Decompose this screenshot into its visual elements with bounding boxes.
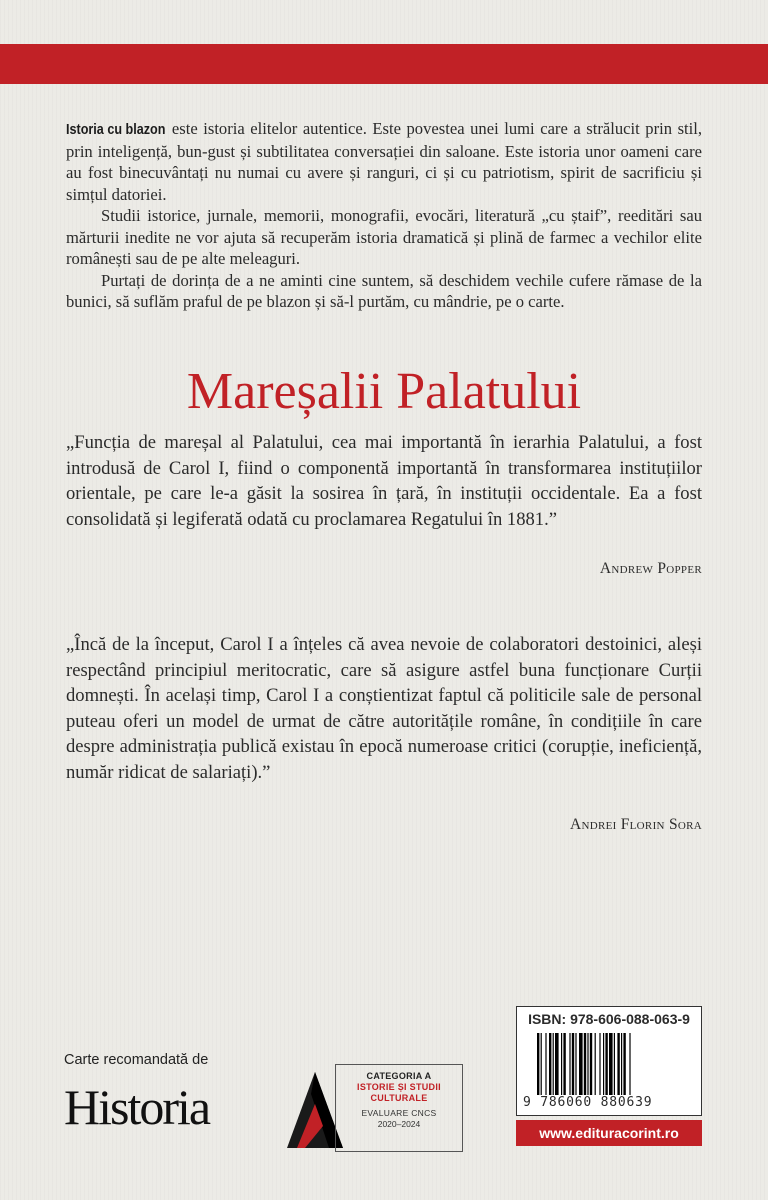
- barcode-digits: 9 786060 880639: [523, 1095, 653, 1110]
- quote-popper: „Funcția de mareșal al Palatului, cea mai importantă în ierarhia Palatului, a fost introdusă de Carol I, fiind o componentă importantă în transformarea instituțiilor orientale, pe care le-a găsit la sosirea în țară, în instituții occidentale. Ea a fost consolidată și legiferată odată cu proclamarea Regatului în 1881.”: [66, 432, 702, 530]
- description-paragraph-1-text: este istoria elitelor autentice. Este povestea unei lumi care a strălucit prin stil, prin inteligență, bun-gust și subtilitatea conversației din saloane. Este istoria unor oameni care au fost binecuvântați nu numai cu avere și ranguri, ci și cu patriotism, spirit de sacrificiu și simțul datoriei.: [66, 119, 702, 204]
- publisher-website: www.edituracorint.ro: [516, 1120, 702, 1146]
- historia-logo: Historia: [64, 1079, 210, 1135]
- cncs-domain-line-1: ISTORIE ȘI STUDII: [357, 1082, 441, 1092]
- series-description: [66, 118, 702, 313]
- top-red-band: [0, 44, 768, 84]
- cncs-years: 2020–2024: [377, 1119, 421, 1129]
- isbn-label: ISBN: 978-606-088-063-9: [528, 1011, 690, 1027]
- recommendation-label: Carte recomandată de: [64, 1052, 209, 1068]
- quote-author-popper: Andrew Popper: [599, 560, 702, 577]
- cncs-category: CATEGORIA A: [366, 1071, 432, 1081]
- book-title: Mareșalii Palatului: [186, 363, 582, 420]
- quote-author-sora: Andrei Florin Sora: [569, 816, 702, 833]
- description-paragraph-1: [66, 118, 702, 205]
- isbn-barcode-box: [516, 1006, 702, 1116]
- cncs-domain-line-2: CULTURALE: [370, 1093, 428, 1103]
- series-name: Istoria cu blazon: [66, 121, 166, 138]
- description-paragraph-3: Purtați de dorința de a ne aminti cine suntem, să deschidem vechile cufere rămase de la bunici, să suflăm praful de pe blazon și să-l purtăm, cu mândrie, pe o carte.: [66, 270, 702, 311]
- quote-sora: „Încă de la început, Carol I a înțeles că avea nevoie de colaboratori destoinici, aleși respectând principiul meritocratic, care să asigure astfel buna funcționare Curții domnești. În același timp, Carol I a conștientizat faptul că politicile sale de personal puteau oferi un model de urmat de către autoritățile române, în condițiile în care despre administrația publică existau în epocă numeroase critici (corupție, ineficiență, număr ridicat de salariați).”: [66, 634, 702, 783]
- cncs-evaluation: EVALUARE CNCS: [361, 1108, 437, 1118]
- barcode-icon: [537, 1033, 697, 1095]
- cncs-category-box: [335, 1064, 463, 1152]
- description-paragraph-2: Studii istorice, jurnale, memorii, monografii, evocări, literatură „cu ștaif”, reeditări sau mărturii inedite ne vor ajuta să recuperăm istoria dramatică și plină de farmec a vechilor elite românești sau de pe alte meleaguri.: [66, 206, 702, 268]
